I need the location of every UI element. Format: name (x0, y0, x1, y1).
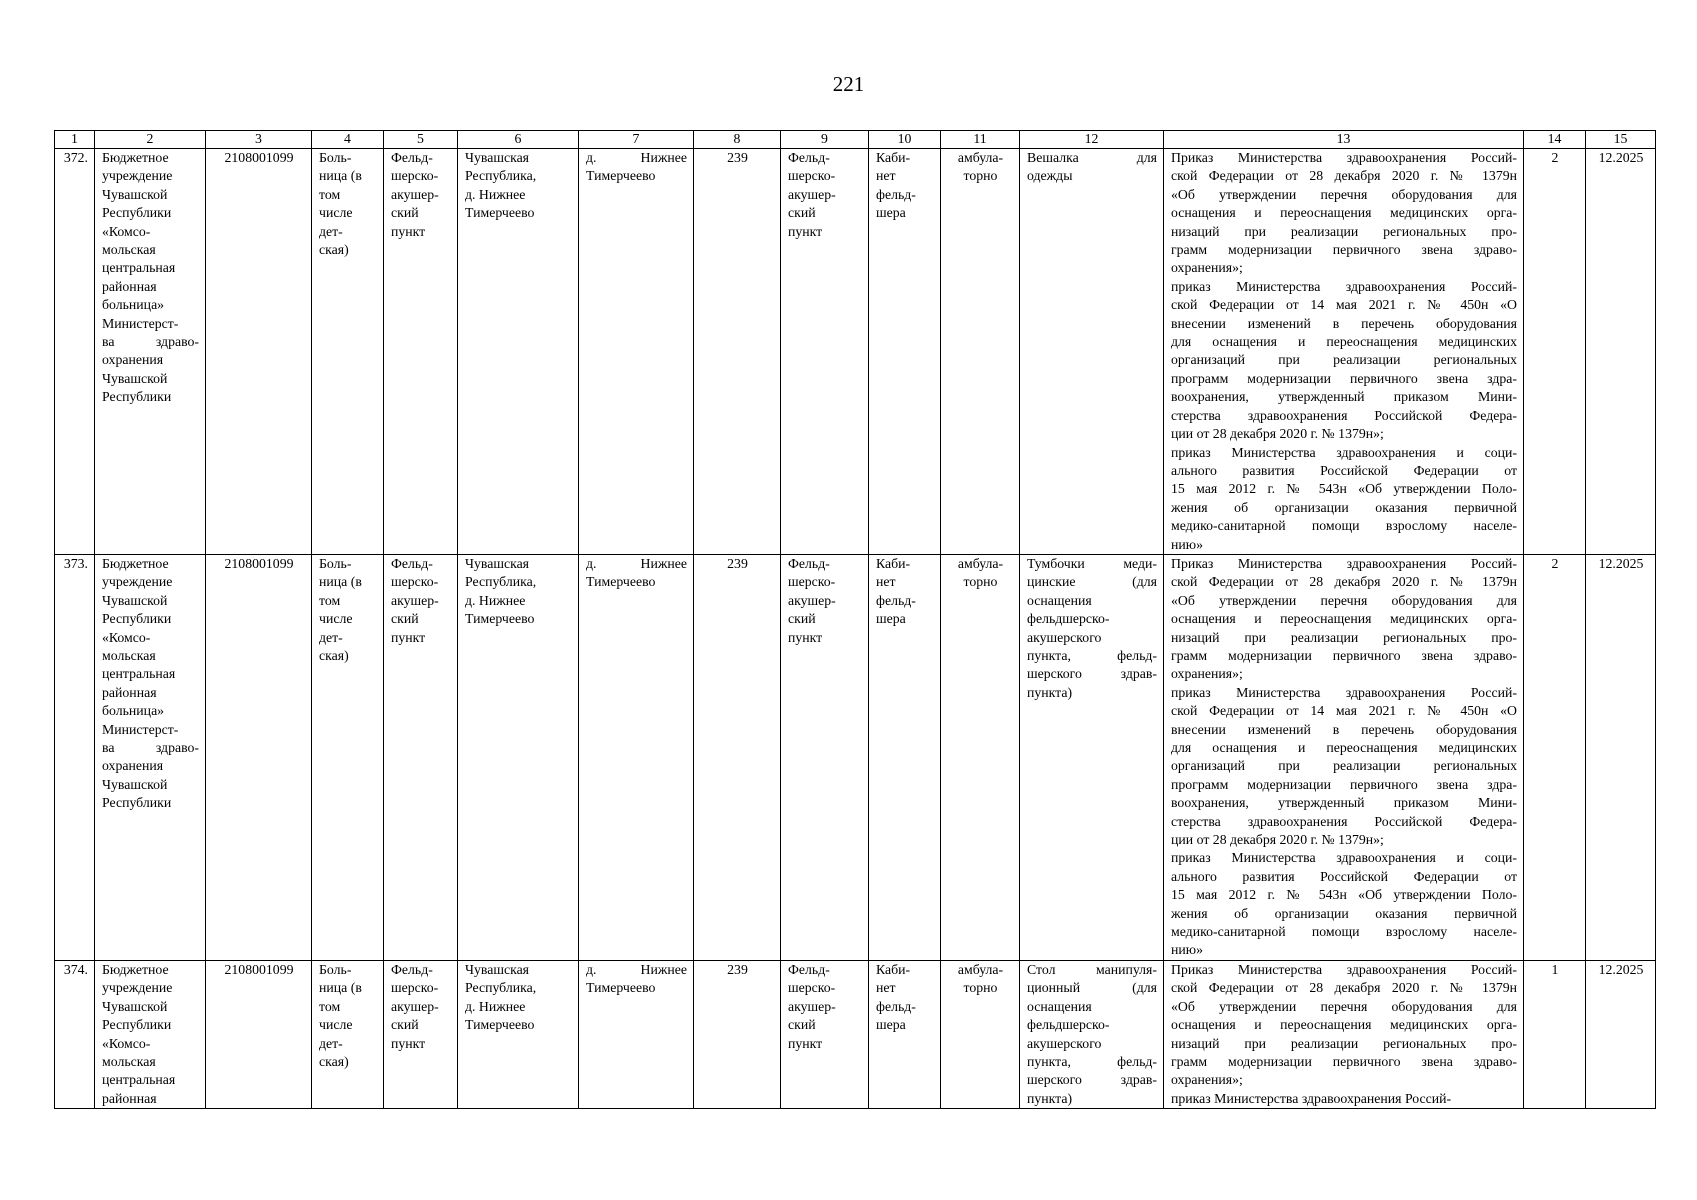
text-line: Тимерчеево (586, 168, 656, 184)
text-line: фельд- (876, 998, 916, 1014)
column-header: 14 (1524, 131, 1586, 149)
room (869, 149, 941, 555)
table-body (55, 149, 1656, 1109)
text-line: районная (102, 684, 157, 700)
text-line: числе (319, 1017, 353, 1033)
text-line: ский (788, 205, 816, 221)
text-line: для оснащения и переоснащения медицинских (1171, 740, 1517, 755)
text-line: ва здраво- (102, 740, 199, 755)
deadline-date: 12.2025 (1586, 554, 1656, 960)
text-line: оснащения (1027, 998, 1092, 1014)
text-line: ской Федерации от 14 мая 2021 г. № 450н «О (1171, 703, 1517, 719)
text-line: для оснащения и переоснащения медицинских (1171, 334, 1517, 350)
text-line: Тимерчеево (586, 980, 656, 996)
institution-type (312, 554, 384, 960)
inn-code: 2108001099 (206, 960, 312, 1108)
text-line: Чувашской (102, 998, 168, 1014)
text-line: Чувашской (102, 592, 168, 608)
inn-code: 2108001099 (206, 554, 312, 960)
text-line: программ модернизации первичного звена здра- (1171, 370, 1517, 386)
column-header: 7 (579, 131, 694, 149)
quantity: 2 (1524, 149, 1586, 555)
column-header: 11 (941, 131, 1020, 149)
text-line: учреждение (102, 980, 173, 996)
text-line: мольская (102, 242, 156, 258)
text-line: мольская (102, 647, 156, 663)
care-mode (941, 960, 1020, 1108)
text-line: шера (876, 1017, 906, 1033)
text-line: д. Нижнее (586, 961, 687, 977)
text-line: Приказ Министерства здравоохранения Россий- (1171, 150, 1517, 165)
text-line: ской Федерации от 14 мая 2021 г. № 450н «О (1171, 297, 1517, 313)
text-line: шерско- (788, 980, 836, 996)
structural-unit (781, 960, 869, 1108)
room (869, 960, 941, 1108)
text-line: «Комсо- (102, 1035, 151, 1051)
text-line: оснащения и переоснащения медицинских орга- (1171, 611, 1517, 627)
quantity: 1 (1524, 960, 1586, 1108)
population: 239 (694, 554, 781, 960)
column-header: 13 (1164, 131, 1524, 149)
text-line: ального развития Российской Федерации от (1171, 868, 1517, 884)
text-line: ской Федерации от 28 декабря 2020 г. № 1379н (1171, 574, 1517, 590)
care-mode (941, 554, 1020, 960)
text-line: Чувашская (465, 961, 530, 977)
text-line: ции от 28 декабря 2020 г. № 1379н»; (1171, 832, 1384, 848)
text-line: жения об организации оказания первичной (1171, 905, 1517, 921)
column-header: 5 (384, 131, 458, 149)
text-line: пункт (391, 223, 426, 239)
text-line: воохранения, утвержденный приказом Мини- (1171, 389, 1517, 405)
text-line: ская) (319, 242, 349, 258)
text-line: грамм модернизации первичного звена здраво- (1171, 242, 1517, 258)
text-line: Республика, (465, 574, 537, 590)
text-line: районная (102, 278, 157, 294)
text-line: амбула- (957, 961, 1004, 977)
text-line: Республики (102, 611, 172, 627)
text-line: программ модернизации первичного звена здра- (1171, 776, 1517, 792)
text-line: д. Нижнее (586, 555, 687, 571)
organization-name (95, 149, 206, 555)
address (458, 960, 579, 1108)
text-line: ница (в (319, 168, 362, 184)
text-line: акушер- (391, 186, 439, 202)
subdivision-type (384, 554, 458, 960)
deadline-date: 12.2025 (1586, 149, 1656, 555)
column-header: 1 (55, 131, 95, 149)
text-line: Фельд- (391, 555, 433, 571)
text-line: низаций при реализации региональных про- (1171, 1035, 1517, 1051)
text-line: Приказ Министерства здравоохранения Россий- (1171, 555, 1517, 571)
text-line: акушер- (391, 998, 439, 1014)
column-header: 6 (458, 131, 579, 149)
text-line: оснащения (1027, 592, 1092, 608)
column-header: 2 (95, 131, 206, 149)
text-line: амбула- (957, 150, 1004, 165)
row-number: 374. (55, 960, 95, 1108)
population: 239 (694, 960, 781, 1108)
text-line: Фельд- (391, 150, 433, 165)
text-line: Бюджетное (102, 150, 169, 165)
text-line: шера (876, 205, 906, 221)
text-line: д. Нижнее (465, 592, 526, 608)
organization-name (95, 960, 206, 1108)
text-line: грамм модернизации первичного звена здраво- (1171, 1053, 1517, 1069)
text-line: нию» (1171, 942, 1203, 958)
text-line: Республики (102, 795, 172, 811)
text-line: торно (963, 980, 998, 996)
text-line: жения об организации оказания первичной (1171, 499, 1517, 515)
text-line: ской Федерации от 28 декабря 2020 г. № 1379н (1171, 980, 1517, 996)
text-line: дет- (319, 629, 343, 645)
column-header: 15 (1586, 131, 1656, 149)
text-line: центральная (102, 666, 176, 682)
legal-basis (1164, 149, 1524, 555)
population: 239 (694, 149, 781, 555)
text-line: Тимерчеево (465, 1017, 535, 1033)
text-line: ской Федерации от 28 декабря 2020 г. № 1379н (1171, 168, 1517, 184)
text-line: Республики (102, 1017, 172, 1033)
text-line: Тимерчеево (465, 205, 535, 221)
text-line: Фельд- (788, 555, 830, 571)
equipment-name (1020, 960, 1164, 1108)
text-line: Боль- (319, 961, 352, 977)
text-line: шерско- (788, 574, 836, 590)
text-line: больница» (102, 297, 165, 313)
text-line: учреждение (102, 574, 173, 590)
text-line: шерского здрав- (1027, 1072, 1157, 1088)
text-line: шерско- (391, 168, 439, 184)
text-line: «Об утверждении перечня оборудования для (1171, 998, 1517, 1014)
text-line: пункта, фельд- (1027, 647, 1157, 663)
text-line: Чувашской (102, 776, 168, 792)
text-line: акушер- (788, 186, 836, 202)
text-line: пункт (391, 1035, 426, 1051)
text-line: нет (876, 574, 896, 590)
text-line: стерства здравоохранения Российской Федера- (1171, 813, 1517, 829)
text-line: воохранения, утвержденный приказом Мини- (1171, 795, 1517, 811)
text-line: «Об утверждении перечня оборудования для (1171, 186, 1517, 202)
text-line: ский (391, 205, 419, 221)
text-line: Боль- (319, 555, 352, 571)
legal-basis (1164, 960, 1524, 1108)
text-line: пункт (788, 1035, 823, 1051)
text-line: центральная (102, 1072, 176, 1088)
text-line: низаций при реализации региональных про- (1171, 629, 1517, 645)
text-line: фельд- (876, 186, 916, 202)
organization-name (95, 554, 206, 960)
text-line: пункта) (1027, 684, 1073, 700)
column-header: 4 (312, 131, 384, 149)
text-line: внесении изменений в перечень оборудования (1171, 721, 1517, 737)
text-line: Фельд- (391, 961, 433, 977)
text-line: ница (в (319, 980, 362, 996)
text-line: ский (391, 611, 419, 627)
text-line: дет- (319, 1035, 343, 1051)
text-line: ционный (для (1027, 980, 1157, 996)
text-line: том (319, 592, 341, 608)
text-line: Республики (102, 205, 172, 221)
text-line: пункт (788, 223, 823, 239)
text-line: Тимерчеево (465, 611, 535, 627)
row-number: 373. (55, 554, 95, 960)
text-line: Бюджетное (102, 961, 169, 977)
text-line: «Об утверждении перечня оборудования для (1171, 592, 1517, 608)
text-line: нет (876, 980, 896, 996)
text-line: Министерст- (102, 721, 179, 737)
row-number: 372. (55, 149, 95, 555)
inn-code: 2108001099 (206, 149, 312, 555)
column-number-row (55, 131, 1656, 149)
text-line: д. Нижнее (586, 150, 687, 165)
subdivision-type (384, 149, 458, 555)
text-line: акушер- (788, 592, 836, 608)
column-header: 12 (1020, 131, 1164, 149)
text-line: торно (963, 574, 998, 590)
text-line: охранения»; (1171, 1072, 1243, 1088)
institution-type (312, 960, 384, 1108)
text-line: амбула- (957, 555, 1004, 571)
text-line: д. Нижнее (465, 186, 526, 202)
text-line: приказ Министерства здравоохранения Россий- (1171, 684, 1517, 700)
text-line: том (319, 998, 341, 1014)
room (869, 554, 941, 960)
text-line: ции от 28 декабря 2020 г. № 1379н»; (1171, 426, 1384, 442)
text-line: фельдшерско- (1027, 611, 1110, 627)
text-line: оснащения и переоснащения медицинских орга- (1171, 1017, 1517, 1033)
column-header: 8 (694, 131, 781, 149)
text-line: учреждение (102, 168, 173, 184)
text-line: охранения (102, 758, 164, 774)
text-line: ального развития Российской Федерации от (1171, 462, 1517, 478)
table-row (55, 554, 1656, 960)
text-line: нию» (1171, 536, 1203, 552)
text-line: Чувашская (465, 555, 530, 571)
institution-type (312, 149, 384, 555)
text-line: Республика, (465, 980, 537, 996)
text-line: д. Нижнее (465, 998, 526, 1014)
text-line: 15 мая 2012 г. № 543н «Об утверждении Поло- (1171, 481, 1517, 497)
text-line: дет- (319, 223, 343, 239)
text-line: Тумбочки меди- (1027, 555, 1157, 571)
text-line: охранения (102, 352, 164, 368)
text-line: Каби- (876, 150, 911, 165)
text-line: торно (963, 168, 998, 184)
text-line: том (319, 186, 341, 202)
text-line: «Комсо- (102, 629, 151, 645)
subdivision-type (384, 960, 458, 1108)
text-line: цинские (для (1027, 574, 1157, 590)
text-line: шера (876, 611, 906, 627)
legal-basis (1164, 554, 1524, 960)
text-line: районная (102, 1090, 157, 1106)
text-line: числе (319, 205, 353, 221)
settlement (579, 149, 694, 555)
text-line: ская) (319, 647, 349, 663)
equipment-name (1020, 149, 1164, 555)
text-line: центральная (102, 260, 176, 276)
text-line: больница» (102, 703, 165, 719)
text-line: Чувашской (102, 186, 168, 202)
deadline-date: 12.2025 (1586, 960, 1656, 1108)
text-line: «Комсо- (102, 223, 151, 239)
text-line: одежды (1027, 168, 1073, 184)
text-line: пункт (391, 629, 426, 645)
structural-unit (781, 149, 869, 555)
text-line: стерства здравоохранения Российской Федера- (1171, 407, 1517, 423)
quantity: 2 (1524, 554, 1586, 960)
text-line: ница (в (319, 574, 362, 590)
text-line: низаций при реализации региональных про- (1171, 223, 1517, 239)
text-line: Каби- (876, 555, 911, 571)
text-line: ский (788, 1017, 816, 1033)
text-line: 15 мая 2012 г. № 543н «Об утверждении Поло- (1171, 887, 1517, 903)
text-line: ская) (319, 1053, 349, 1069)
text-line: медико-санитарной помощи взрослому населе- (1171, 924, 1517, 940)
text-line: организаций при реализации региональных (1171, 758, 1517, 774)
text-line: охранения»; (1171, 260, 1243, 276)
text-line: приказ Министерства здравоохранения и соци- (1171, 850, 1517, 866)
text-line: акушерского (1027, 629, 1102, 645)
text-line: нет (876, 168, 896, 184)
text-line: медико-санитарной помощи взрослому населе- (1171, 518, 1517, 534)
equipment-table (54, 130, 1656, 1109)
text-line: Вешалка для (1027, 150, 1157, 165)
text-line: Чувашская (465, 150, 530, 165)
text-line: шерско- (391, 980, 439, 996)
equipment-name (1020, 554, 1164, 960)
text-line: приказ Министерства здравоохранения Россий- (1171, 278, 1517, 294)
text-line: оснащения и переоснащения медицинских орга- (1171, 205, 1517, 221)
structural-unit (781, 554, 869, 960)
text-line: пункта, фельд- (1027, 1053, 1157, 1069)
text-line: акушер- (391, 592, 439, 608)
text-line: шерско- (391, 574, 439, 590)
text-line: акушерского (1027, 1035, 1102, 1051)
address (458, 149, 579, 555)
text-line: ва здраво- (102, 334, 199, 350)
text-line: мольская (102, 1053, 156, 1069)
text-line: внесении изменений в перечень оборудования (1171, 315, 1517, 331)
text-line: акушер- (788, 998, 836, 1014)
text-line: Боль- (319, 150, 352, 165)
text-line: охранения»; (1171, 666, 1243, 682)
table-row (55, 960, 1656, 1108)
text-line: фельдшерско- (1027, 1017, 1110, 1033)
table-row (55, 149, 1656, 555)
text-line: Тимерчеево (586, 574, 656, 590)
text-line: ский (788, 611, 816, 627)
text-line: фельд- (876, 592, 916, 608)
page-number: 221 (832, 72, 865, 96)
column-header: 3 (206, 131, 312, 149)
text-line: Республика, (465, 168, 537, 184)
text-line: Чувашской (102, 370, 168, 386)
text-line: числе (319, 611, 353, 627)
text-line: Бюджетное (102, 555, 169, 571)
text-line: приказ Министерства здравоохранения Россий- (1171, 1090, 1452, 1106)
text-line: организаций при реализации региональных (1171, 352, 1517, 368)
text-line: Республики (102, 389, 172, 405)
text-line: шерского здрав- (1027, 666, 1157, 682)
text-line: грамм модернизации первичного звена здраво- (1171, 647, 1517, 663)
care-mode (941, 149, 1020, 555)
settlement (579, 960, 694, 1108)
text-line: Фельд- (788, 961, 830, 977)
text-line: Приказ Министерства здравоохранения Россий- (1171, 961, 1517, 977)
text-line: пункта) (1027, 1090, 1073, 1106)
text-line: приказ Министерства здравоохранения и соци- (1171, 444, 1517, 460)
column-header: 10 (869, 131, 941, 149)
address (458, 554, 579, 960)
text-line: Фельд- (788, 150, 830, 165)
text-line: Стол манипуля- (1027, 961, 1157, 977)
text-line: шерско- (788, 168, 836, 184)
column-header: 9 (781, 131, 869, 149)
text-line: Министерст- (102, 315, 179, 331)
text-line: Каби- (876, 961, 911, 977)
text-line: пункт (788, 629, 823, 645)
text-line: ский (391, 1017, 419, 1033)
settlement (579, 554, 694, 960)
